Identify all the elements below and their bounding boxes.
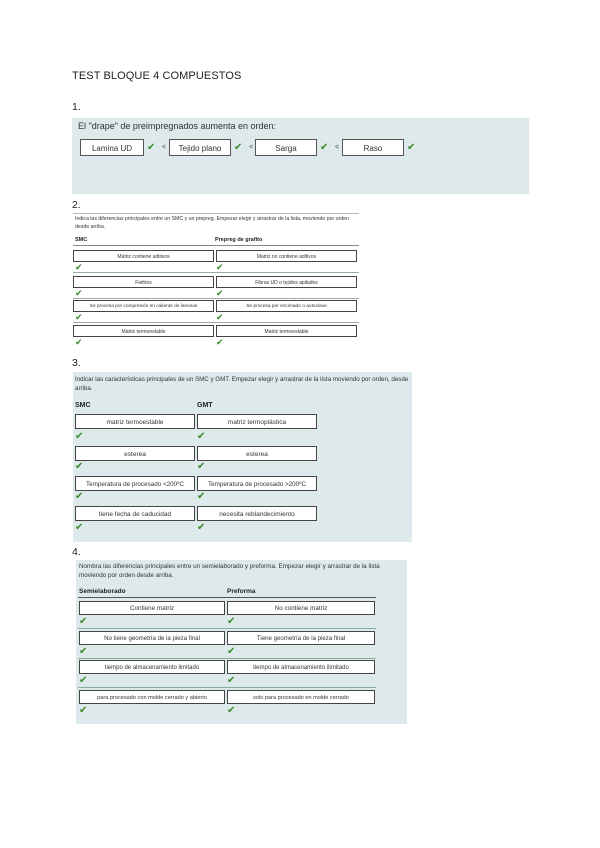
question-4-panel bbox=[76, 560, 407, 724]
check-icon: ✔ bbox=[234, 142, 243, 153]
check-icon: ✔ bbox=[75, 461, 84, 472]
q2-smc-answer-3[interactable]: Se procesa por compresión en caliente de laminas bbox=[73, 300, 214, 312]
question-2-panel bbox=[73, 213, 359, 349]
check-icon: ✔ bbox=[320, 142, 329, 153]
check-icon: ✔ bbox=[197, 491, 206, 502]
check-icon: ✔ bbox=[216, 312, 224, 322]
q2-prepreg-answer-4[interactable]: Matriz termoestable bbox=[216, 325, 357, 337]
check-icon: ✔ bbox=[79, 646, 88, 657]
q3-smc-answer-1[interactable]: matriz termoestable bbox=[75, 414, 195, 429]
check-icon: ✔ bbox=[75, 262, 83, 272]
question-2-number: 2. bbox=[72, 199, 81, 211]
question-3-stem: Indicar las características principales de un SMC y GMT. Empezar elegir y arrastrar de la lista moviendo por orden, desde arriba. bbox=[75, 376, 409, 392]
question-1-number: 1. bbox=[72, 101, 81, 113]
answer-box-1[interactable]: Lamina UD bbox=[80, 139, 144, 156]
question-1-stem: El "drape" de preimpregnados aumenta en orden: bbox=[78, 121, 277, 131]
check-icon: ✔ bbox=[216, 288, 224, 298]
column-header-gmt: GMT bbox=[197, 402, 213, 409]
check-icon: ✔ bbox=[79, 675, 88, 686]
q4-preforma-answer-4[interactable]: solo para procesado en molde cerrado bbox=[227, 690, 375, 704]
question-1-panel bbox=[72, 118, 529, 194]
check-icon: ✔ bbox=[197, 461, 206, 472]
question-2-stem: Indica las diferencias principales entre un SMC y un prepreg. Empezar elegir y arrastrar de la lista, moviendo por orden desde arriba. bbox=[75, 216, 349, 230]
check-icon: ✔ bbox=[75, 337, 83, 347]
check-icon: ✔ bbox=[79, 616, 88, 627]
q2-smc-answer-1[interactable]: Matriz contiene aditivos bbox=[73, 250, 214, 262]
check-icon: ✔ bbox=[79, 705, 88, 716]
check-icon: ✔ bbox=[227, 616, 236, 627]
q2-smc-answer-2[interactable]: Fieltros bbox=[73, 276, 214, 288]
check-icon: ✔ bbox=[227, 646, 236, 657]
q3-smc-answer-3[interactable]: Temperatura de procesado <200ºC bbox=[75, 476, 195, 491]
q3-smc-answer-4[interactable]: tiene fecha de caducidad bbox=[75, 506, 195, 521]
q2-prepreg-answer-1[interactable]: Matriz no contiene aditivos bbox=[216, 250, 357, 262]
check-icon: ✔ bbox=[75, 431, 84, 442]
question-4-number: 4. bbox=[72, 546, 81, 558]
q3-gmt-answer-2[interactable]: esterea bbox=[197, 446, 317, 461]
question-3-panel bbox=[73, 372, 412, 542]
check-icon: ✔ bbox=[147, 142, 156, 153]
answer-box-2[interactable]: Tejido plano bbox=[169, 139, 231, 156]
question-3-number: 3. bbox=[72, 357, 81, 369]
check-icon: ✔ bbox=[75, 288, 83, 298]
less-than-sign: < bbox=[249, 144, 254, 151]
less-than-sign: < bbox=[335, 144, 340, 151]
check-icon: ✔ bbox=[216, 337, 224, 347]
check-icon: ✔ bbox=[407, 142, 416, 153]
q4-semielaborado-answer-1[interactable]: Contiene matriz bbox=[79, 601, 225, 615]
answer-box-4[interactable]: Raso bbox=[342, 139, 404, 156]
q4-preforma-answer-1[interactable]: No contiene matriz bbox=[227, 601, 375, 615]
q2-prepreg-answer-3[interactable]: Se procesa por encimado o autoclave bbox=[216, 300, 357, 312]
q3-gmt-answer-1[interactable]: matriz termoplástica bbox=[197, 414, 317, 429]
check-icon: ✔ bbox=[197, 522, 206, 533]
column-header-smc: SMC bbox=[75, 402, 91, 409]
check-icon: ✔ bbox=[75, 522, 84, 533]
column-header-preforma: Preforma bbox=[227, 588, 256, 595]
check-icon: ✔ bbox=[216, 262, 224, 272]
check-icon: ✔ bbox=[227, 705, 236, 716]
answer-box-3[interactable]: Sarga bbox=[255, 139, 317, 156]
check-icon: ✔ bbox=[75, 491, 84, 502]
q4-semielaborado-answer-4[interactable]: para procesado con molde cerrado y abierto bbox=[79, 690, 225, 704]
q2-smc-answer-4[interactable]: Matriz termoestable bbox=[73, 325, 214, 337]
question-4-stem: Nombra las diferencias principales entre un semielaborado y preforma. Empezar elegir y arrastrar de la lista moviendo por orden desde arriba. bbox=[79, 563, 380, 579]
q4-preforma-answer-2[interactable]: Tiene geometría de la pieza final bbox=[227, 631, 375, 645]
q4-semielaborado-answer-2[interactable]: No tiene geometría de la pieza final bbox=[79, 631, 225, 645]
q4-preforma-answer-3[interactable]: tiempo de almacenamiento ilimitado bbox=[227, 660, 375, 674]
check-icon: ✔ bbox=[227, 675, 236, 686]
column-header-semielaborado: Semielaborado bbox=[79, 588, 126, 595]
page-title: TEST BLOQUE 4 COMPUESTOS bbox=[72, 70, 242, 82]
q3-smc-answer-2[interactable]: esterea bbox=[75, 446, 195, 461]
less-than-sign: < bbox=[162, 144, 167, 151]
check-icon: ✔ bbox=[197, 431, 206, 442]
check-icon: ✔ bbox=[75, 312, 83, 322]
q3-gmt-answer-4[interactable]: necesita reblandecimiento bbox=[197, 506, 317, 521]
column-header-prepreg: Prepreg de grafito bbox=[215, 237, 263, 243]
q3-gmt-answer-3[interactable]: Temperatura de procesado >200ºC bbox=[197, 476, 317, 491]
q2-prepreg-answer-2[interactable]: Fibras UD o tejidos apilados bbox=[216, 276, 357, 288]
column-header-smc: SMC bbox=[75, 237, 88, 243]
q4-semielaborado-answer-3[interactable]: tiempo de almacenamiento limitado bbox=[79, 660, 225, 674]
